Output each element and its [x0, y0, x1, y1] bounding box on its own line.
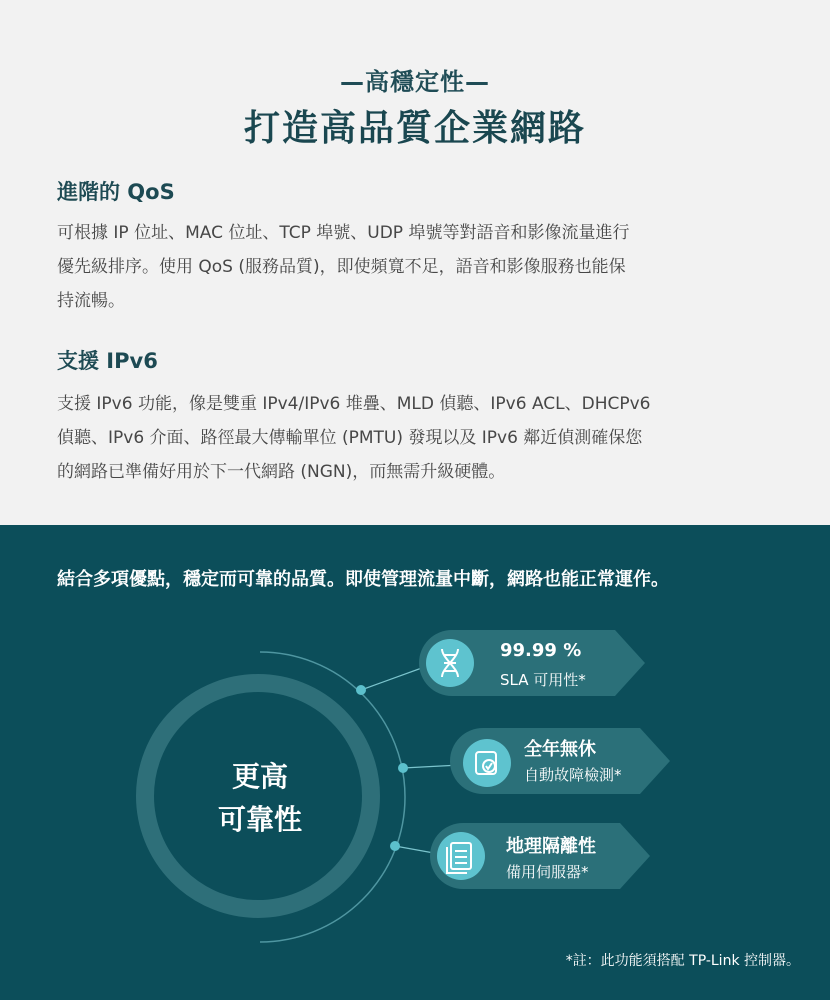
ipv6-line: 的網路已準備好用於下一代網路 (NGN)，而無需升級硬體。 — [57, 462, 506, 482]
feature-subtitle: 自動故障檢測* — [524, 766, 622, 784]
connector-dot — [390, 841, 400, 851]
page-title: 打造高品質企業網路 — [243, 108, 586, 149]
footnote: *註：此功能須搭配 TP-Link 控制器。 — [565, 953, 800, 969]
section-tag: —高穩定性— — [340, 68, 490, 96]
ipv6-title: 支援 IPv6 — [57, 349, 158, 373]
connector-dot — [398, 763, 408, 773]
qos-title: 進階的 QoS — [57, 180, 175, 204]
ipv6-line: 支援 IPv6 功能，像是雙重 IPv4/IPv6 堆疊、MLD 偵聽、IPv6 ACL、DHCPv6 — [57, 394, 651, 414]
feature-title: 地理隔離性 — [506, 836, 596, 857]
connector-dot — [356, 685, 366, 695]
qos-line: 可根據 IP 位址、MAC 位址、TCP 埠號、UDP 埠號等對語音和影像流量進行 — [57, 223, 630, 243]
core-label — [215, 755, 305, 841]
reliability-intro: 結合多項優點，穩定而可靠的品質。即使管理流量中斷，網路也能正常運作。 — [57, 569, 669, 590]
feature-title: 99.99 % — [500, 640, 582, 661]
core-label-line2: 可靠性 — [217, 803, 302, 836]
feature-subtitle: 備用伺服器* — [506, 863, 589, 881]
qos-line: 持流暢。 — [57, 291, 125, 311]
qos-line: 優先級排序。使用 QoS (服務品質)，即使頻寬不足，語音和影像服務也能保 — [57, 257, 626, 277]
core-label-line1: 更高 — [231, 760, 288, 793]
feature-subtitle: SLA 可用性* — [500, 671, 586, 689]
ipv6-line: 偵聽、IPv6 介面、路徑最大傳輸單位 (PMTU) 發現以及 IPv6 鄰近偵測確保您 — [57, 428, 643, 448]
feature-title: 全年無休 — [524, 739, 596, 760]
